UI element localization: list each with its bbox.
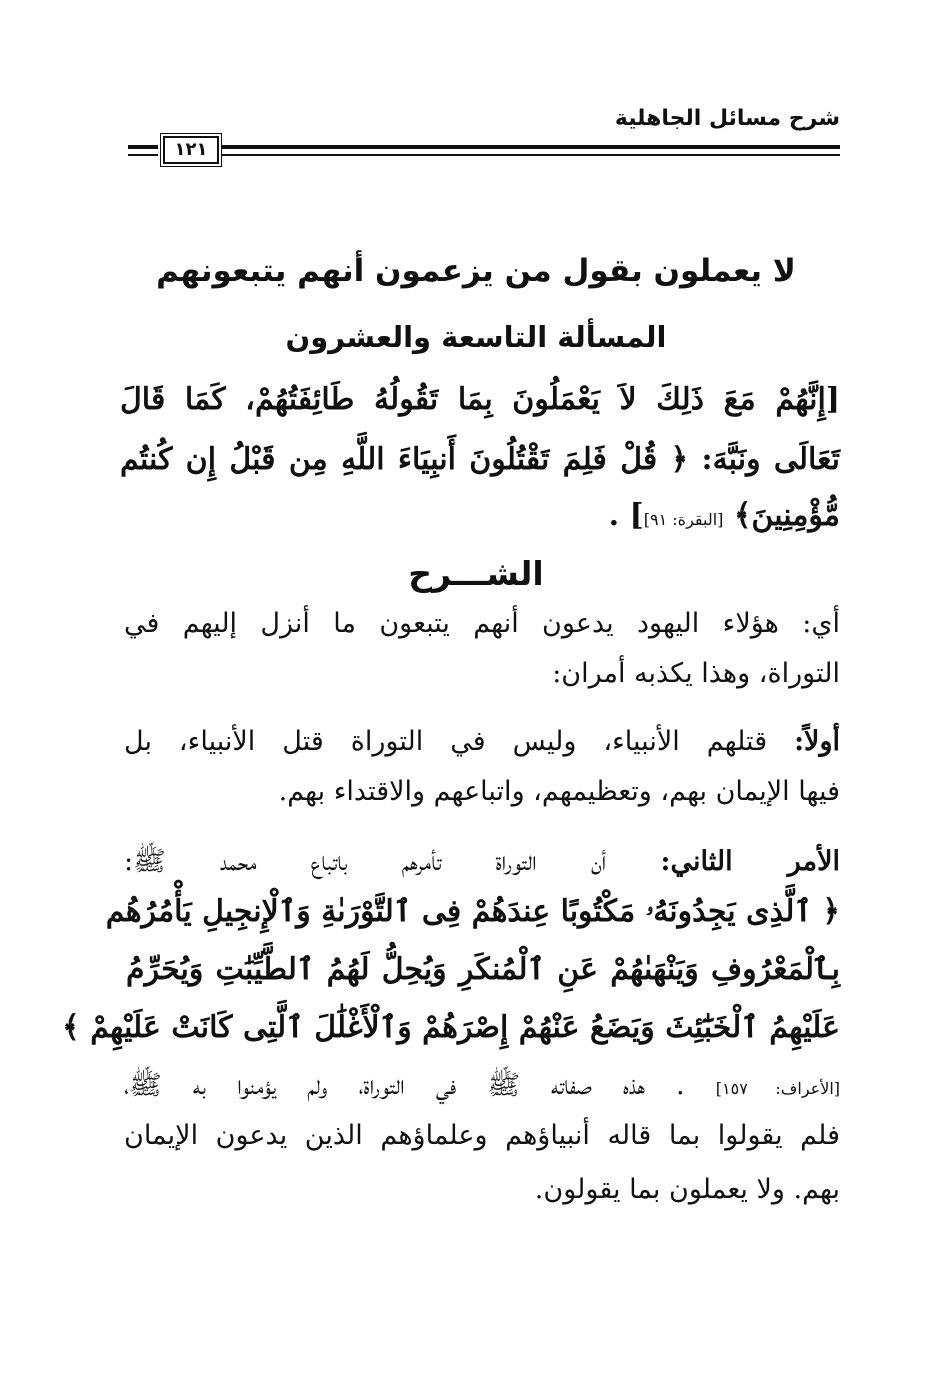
verse-reference: [البقرة: ٩١] bbox=[643, 510, 724, 529]
verse-reference-aaraf: [الأعراف: ١٥٧] bbox=[715, 1079, 841, 1098]
point-label-first: أولاً: bbox=[794, 726, 840, 757]
matn-line-3 bbox=[120, 498, 840, 533]
section-title: المسألة التاسعة والعشرون bbox=[285, 320, 667, 354]
sharh-p4-line-1-text: . هذه صفاته ﷺ في التوراة، ولم يؤمنوا به ﷺ، bbox=[124, 1070, 685, 1101]
sharh-p3-line-1 bbox=[124, 844, 840, 884]
sharh-p2-line-1 bbox=[124, 726, 840, 757]
sharh-p2-line-2: فيها الإيمان بهم، وتعظيمهم، واتباعهم والاقتداء بهم. bbox=[278, 776, 840, 807]
header-rule-short bbox=[128, 145, 158, 156]
commentary-title: الشـــرح bbox=[408, 554, 544, 593]
sharh-p4-line-2: فلم يقولوا بما قاله أنبياؤهم وعلماؤهم الذين يدعون الإيمان bbox=[124, 1120, 840, 1151]
point-label-second: الأمر الثاني: bbox=[660, 846, 840, 877]
matn-close: ] . bbox=[608, 498, 644, 533]
running-title: شرح مسائل الجاهلية bbox=[614, 106, 840, 131]
sharh-p4-line-1 bbox=[124, 1068, 840, 1108]
sharh-p1-line-1: أي: هؤلاء اليهود يدعون أنهم يتبعون ما أنزل إليهم في bbox=[124, 608, 840, 639]
verse-line-2: بِٱلْمَعْرُوفِ وَيَنْهَىٰهُمْ عَنِ ٱلْمُنكَرِ وَيُحِلُّ لَهُمُ ٱلطَّيِّبَٰتِ وَيُحَرِّمُ bbox=[126, 952, 840, 987]
page-number: ١٢١ bbox=[163, 136, 219, 164]
verse-line-1: ﴿ ٱلَّذِى يَجِدُونَهُۥ مَكْتُوبًا عِندَهُمْ فِى ٱلتَّوْرَىٰةِ وَٱلْإِنجِيلِ يَأْمُرُهُم bbox=[105, 894, 840, 929]
chapter-title: لا يعملون بقول من يزعمون أنهم يتبعونهم bbox=[156, 253, 796, 289]
sharh-p2-line-1-text: قتلهم الأنبياء، وليس في التوراة قتل الأنبياء، بل bbox=[124, 726, 768, 757]
sharh-p1-line-2: التوراة، وهذا يكذبه أمران: bbox=[552, 658, 840, 689]
sharh-p3-line-1-text: أن التوراة تأمرهم باتباع محمد ﷺ: bbox=[124, 846, 607, 877]
matn-line-1: [إِنَّهُمْ مَعَ ذَلِكَ لاَ يَعْمَلُونَ بِمَا تَقُولُهُ طَائِفَتُهُمْ، كَمَا قَالَ bbox=[120, 382, 840, 417]
sharh-p4-line-3: بهم. ولا يعملون بما يقولون. bbox=[534, 1174, 840, 1205]
header-rule bbox=[222, 145, 840, 156]
matn-line-2: تَعَالَى ونَبَّهَ: ﴿ قُلْ فَلِمَ تَقْتُلُونَ أَنبِيَاءَ اللَّهِ مِن قَبْلُ إِن كُنتُم bbox=[120, 442, 840, 477]
verse-line-3: عَلَيْهِمُ ٱلْخَبَٰٓئِثَ وَيَضَعُ عَنْهُمْ إِصْرَهُمْ وَٱلْأَغْلَٰلَ ٱلَّتِى كَانَتْ عَلَيْهِمْ ﴾ bbox=[62, 1010, 840, 1045]
verse-ending: مُّؤْمِنِينَ﴾ bbox=[733, 498, 840, 533]
